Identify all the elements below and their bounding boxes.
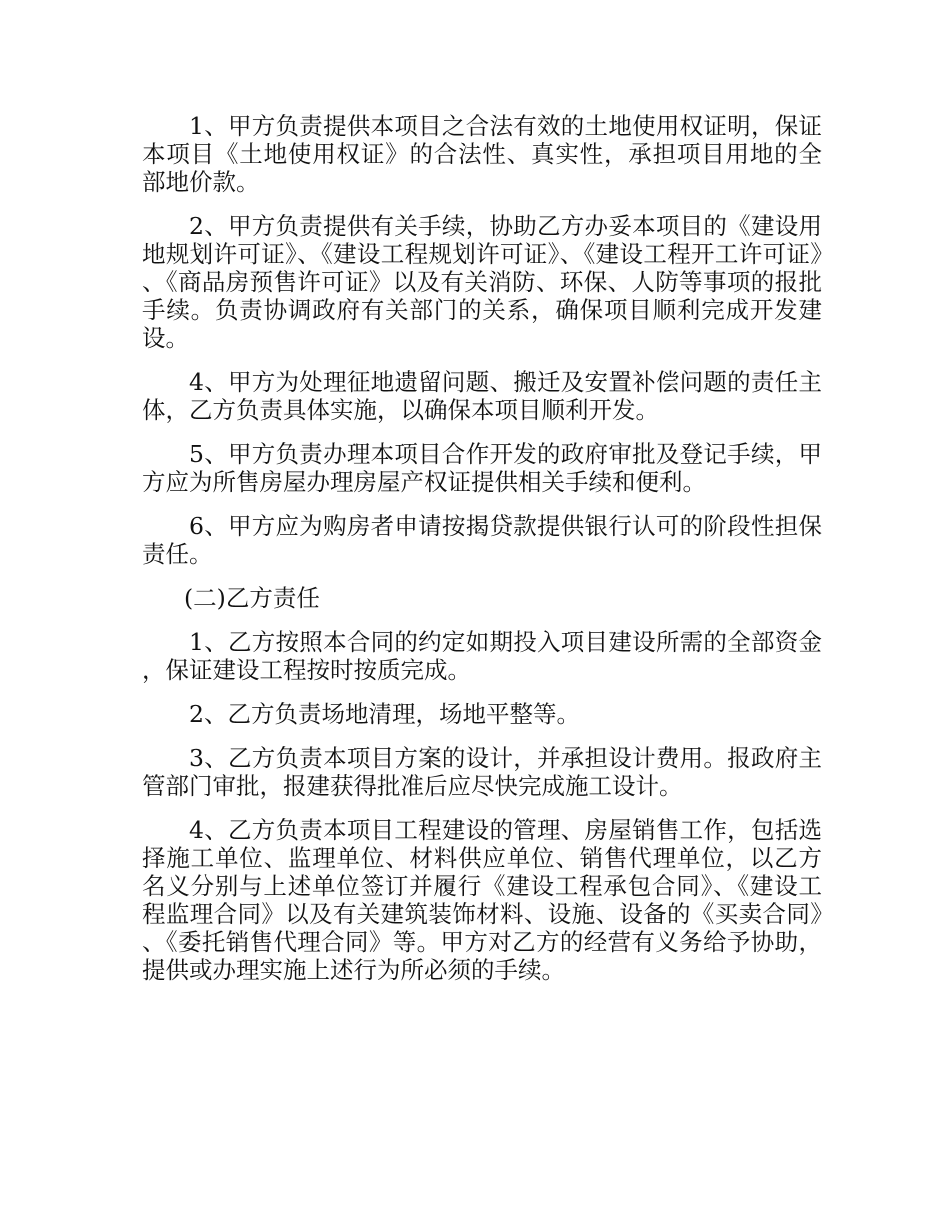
paragraph-party-a-4: 4、甲方为处理征地遗留问题、搬迁及安置补偿问题的责任主体，乙方负责具体实施，以确保本项目顺利开发。 <box>142 368 822 424</box>
paragraph-party-b-3: 3、乙方负责本项目方案的设计，并承担设计费用。报政府主管部门审批，报建获得批准后应尽快完成施工设计。 <box>142 744 822 800</box>
paragraph-party-a-6: 6、甲方应为购房者申请按揭贷款提供银行认可的阶段性担保责任。 <box>142 512 822 568</box>
paragraph-party-a-2: 2、甲方负责提供有关手续，协助乙方办妥本项目的《建设用地规划许可证》、《建设工程规划许可证》、《建设工程开工许可证》、《商品房预售许可证》以及有关消防、环保、人防等事项的报批手续。负责协调政府有关部门的关系，确保项目顺利完成开发建设。 <box>142 212 822 352</box>
paragraph-party-a-1: 1、甲方负责提供本项目之合法有效的土地使用权证明，保证本项目《土地使用权证》的合法性、真实性，承担项目用地的全部地价款。 <box>142 112 822 196</box>
section-heading-party-b: (二)乙方责任 <box>184 584 320 612</box>
paragraph-party-b-2: 2、乙方负责场地清理，场地平整等。 <box>189 700 580 728</box>
paragraph-party-b-1: 1、乙方按照本合同的约定如期投入项目建设所需的全部资金，保证建设工程按时按质完成。 <box>142 628 822 684</box>
paragraph-party-a-5: 5、甲方负责办理本项目合作开发的政府审批及登记手续，甲方应为所售房屋办理房屋产权证提供相关手续和便利。 <box>142 440 822 496</box>
document-page <box>142 112 822 1000</box>
paragraph-party-b-4: 4、乙方负责本项目工程建设的管理、房屋销售工作，包括选择施工单位、监理单位、材料供应单位、销售代理单位，以乙方名义分别与上述单位签订并履行《建设工程承包合同》、《建设工程监理合同》以及有关建筑装饰材料、设施、设备的《买卖合同》、《委托销售代理合同》等。甲方对乙方的经营有义务给予协助，提供或办理实施上述行为所必须的手续。 <box>142 816 822 984</box>
